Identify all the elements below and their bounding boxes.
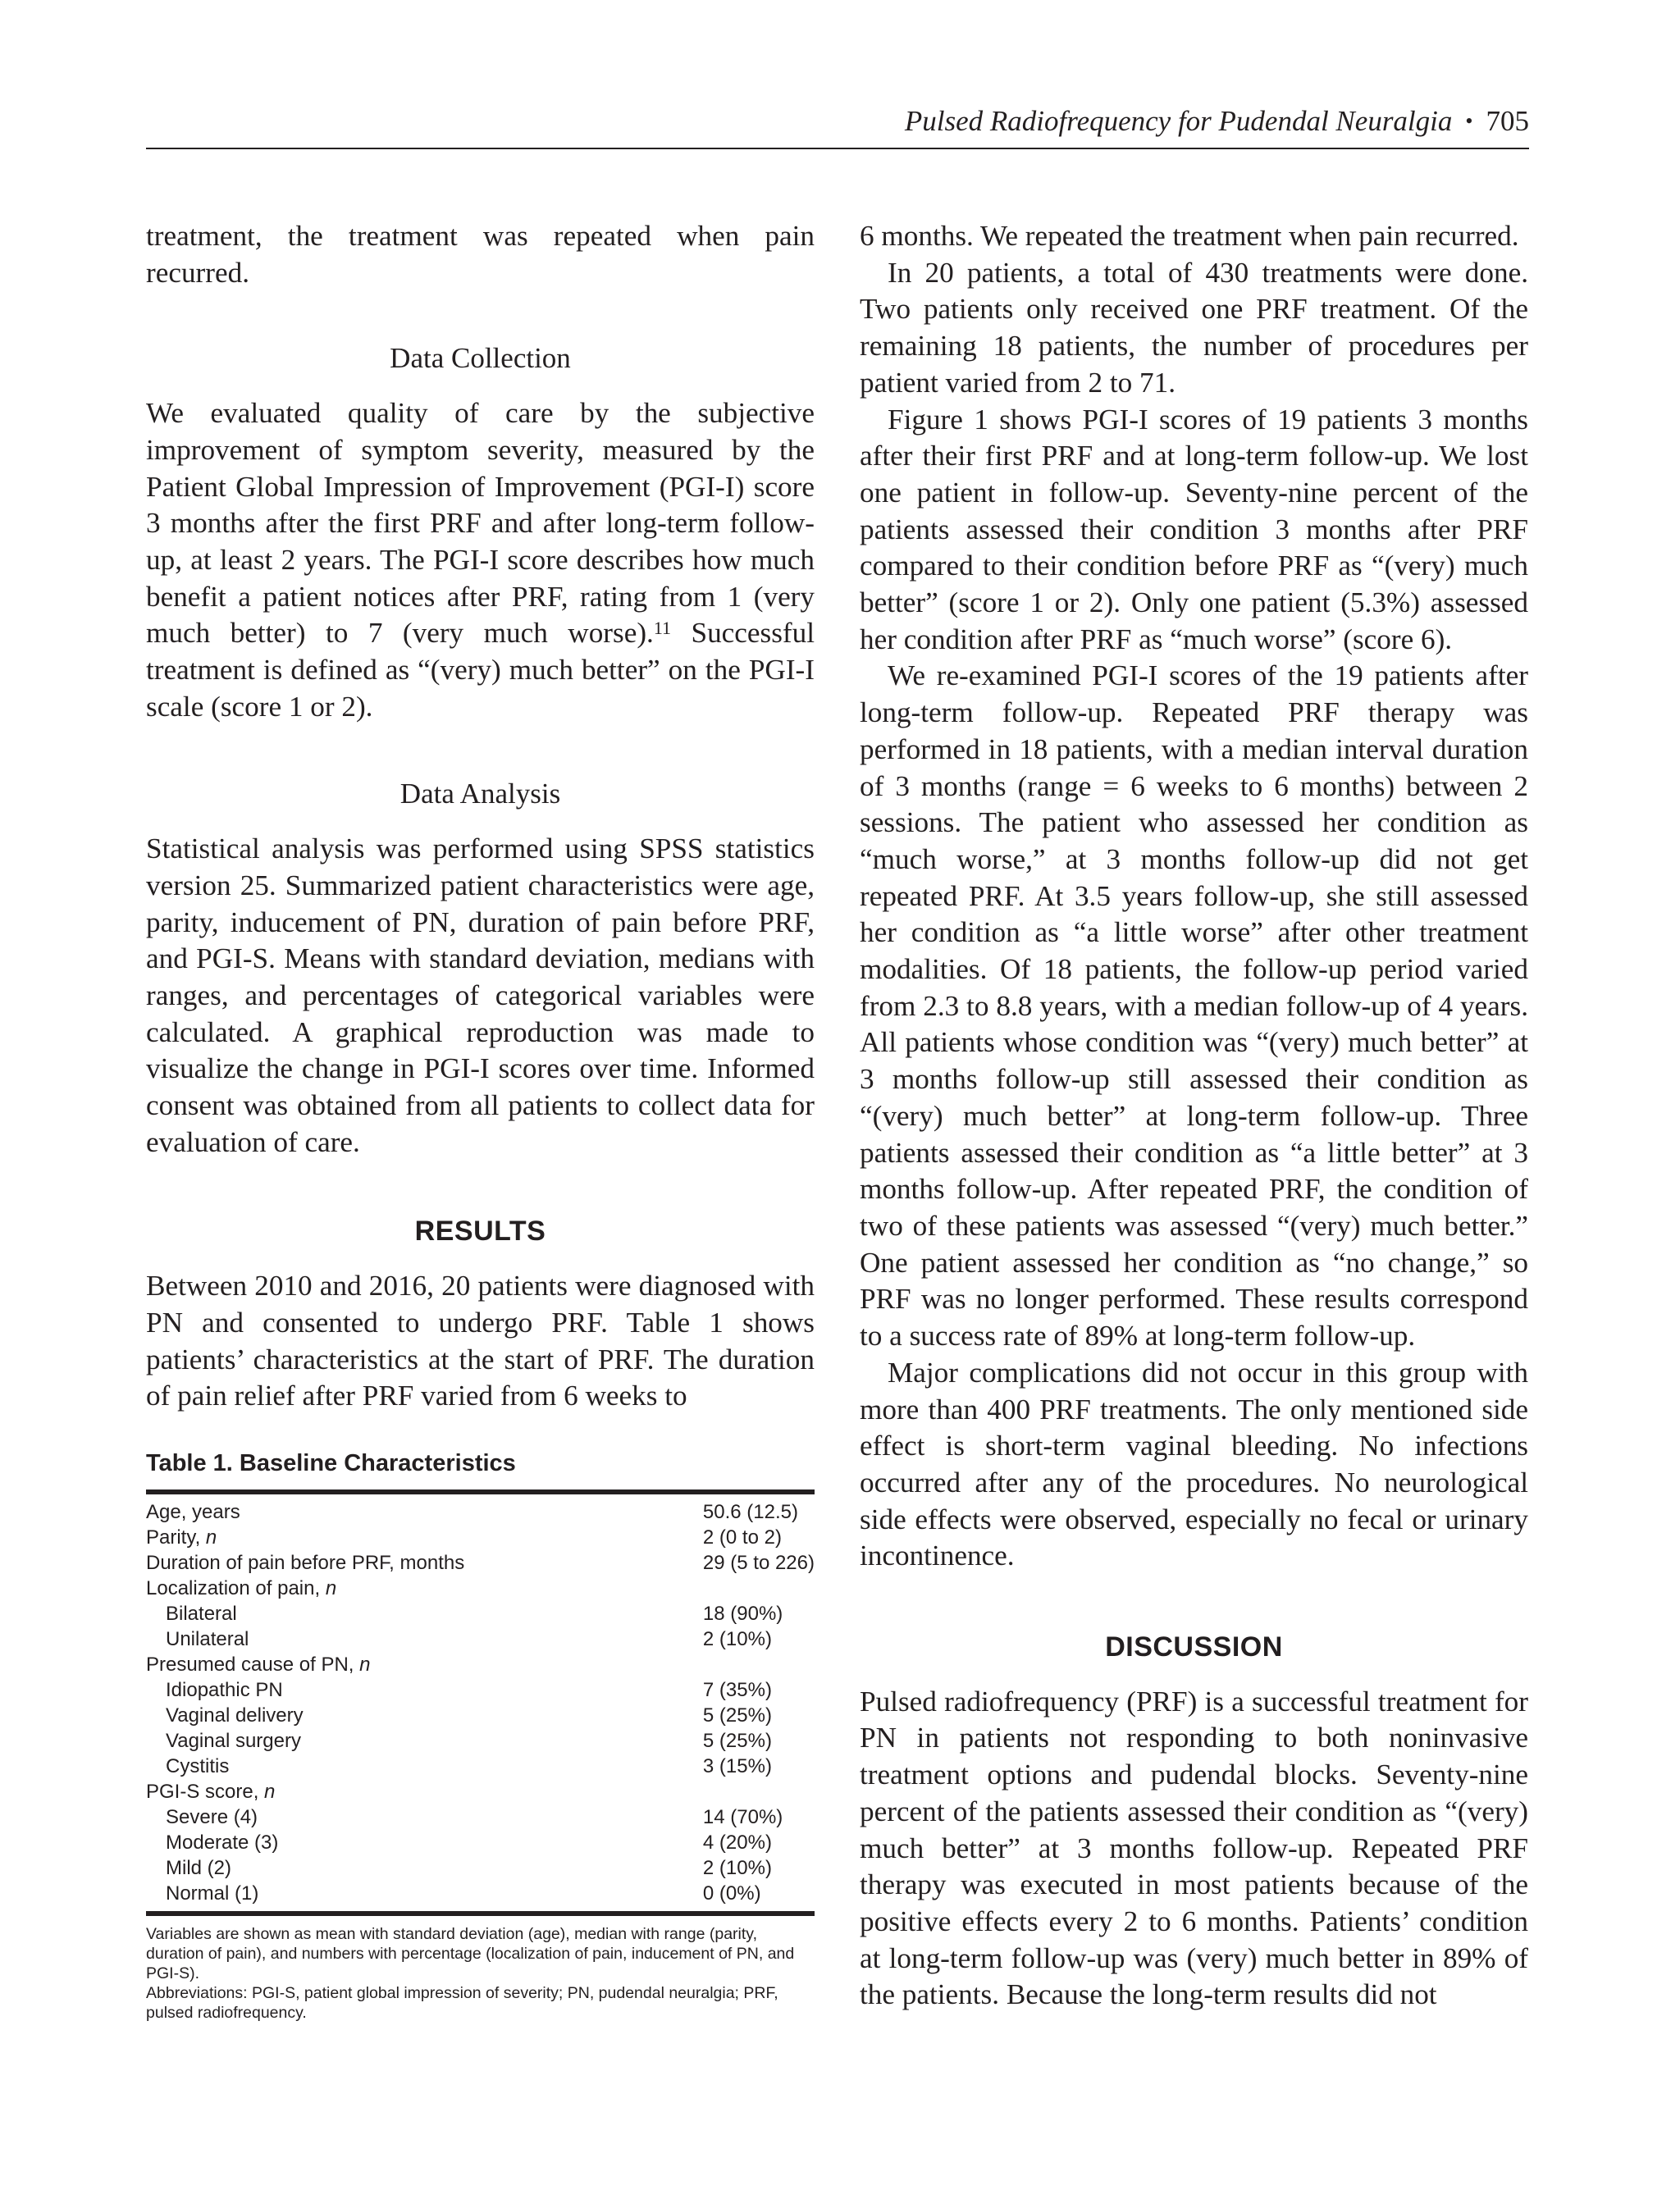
- row-label-text: Bilateral: [166, 1603, 237, 1625]
- paragraph-discussion: Pulsed radiofrequency (PRF) is a successful treatment for PN in patients not responding to both noninvasive treatment options and pudendal blocks. Seventy-nine percent of the patients assessed their condition as “(very) much better” at 3 months follow-up. Repeated PRF therapy was executed in most patients because of the positive effects every 2 to 6 months. Patients’ condition at long-term follow-up was (very) much better in 89% of the patients. Because the long-term results did not: [860, 1685, 1528, 2011]
- row-label-text: Cystitis: [166, 1755, 230, 1777]
- table-row: [146, 1881, 815, 1906]
- table-cell-label: [146, 1703, 703, 1728]
- table-row: [146, 1525, 815, 1550]
- row-label-italic: n: [325, 1577, 337, 1599]
- table-row: [146, 1754, 815, 1779]
- table-cell-value: 18 (90%): [702, 1603, 783, 1625]
- paragraph-complications: Major complications did not occur in this group with more than 400 PRF treatments. The only mentioned side effect is short-term vaginal bleeding. No infections occurred after any of the procedures. No neurological side effects were observed, especially no fecal or urinary incontinence.: [860, 1356, 1528, 1572]
- table-cell-value: [703, 1779, 815, 1804]
- table-row: [146, 1703, 815, 1728]
- table-cell-value: 4 (20%): [702, 1832, 772, 1854]
- table-cell-value: 2 (10%): [702, 1628, 772, 1650]
- heading-results: RESULTS: [414, 1216, 546, 1248]
- paragraph-continuation-right: 6 months. We repeated the treatment when pain recurred.: [860, 220, 1519, 252]
- table-cell-value: 7 (35%): [702, 1679, 772, 1701]
- table-cell-label: [146, 1728, 703, 1754]
- table-row: [146, 1576, 815, 1601]
- table-row: [146, 1499, 815, 1525]
- table-caption: Table 1. Baseline Characteristics: [146, 1450, 516, 1476]
- row-label-italic: n: [264, 1781, 276, 1803]
- table-1: [146, 1448, 815, 2023]
- table-row: [146, 1677, 815, 1703]
- table-footnotes: [146, 1924, 815, 2023]
- running-title: Pulsed Radiofrequency for Pudendal Neuralgia: [904, 105, 1453, 137]
- table-cell-value: 0 (0%): [702, 1882, 761, 1905]
- row-label-text: PGI-S score,: [146, 1781, 265, 1803]
- table-cell-value: 14 (70%): [702, 1806, 783, 1828]
- table-cell-value: [703, 1652, 815, 1677]
- data-collection-text-end: Successful treatment is defined as “(very) much better” on the PGI-I scale (score 1 or 2).: [146, 617, 815, 723]
- row-label-text: Idiopathic PN: [166, 1679, 283, 1701]
- table-row: [146, 1779, 815, 1804]
- paragraph-treatments: In 20 patients, a total of 430 treatments were done. Two patients only received one PRF treatment. Of the remaining 18 patients, the number of procedures per patient varied from 2 to 71.: [860, 256, 1528, 399]
- row-label-text: Parity,: [146, 1526, 206, 1549]
- table-row: [146, 1830, 815, 1855]
- right-column: [860, 218, 1528, 2014]
- table-row: [146, 1804, 815, 1830]
- row-label-text: Localization of pain,: [146, 1577, 326, 1599]
- paragraph-data-collection: [146, 395, 815, 725]
- table-cell-label: [146, 1499, 703, 1525]
- data-collection-text: We evaluated quality of care by the subjective improvement of symptom severity, measured by the Patient Global Impression of Improvement (PGI-I) score 3 months after the first PRF and after long-term follow-up, at least 2 years. The PGI-I score describes how much benefit a patient notices after PRF, rating from 1 (very much better) to 7 (very much worse).: [146, 397, 815, 650]
- table-cell-value: [703, 1576, 815, 1601]
- table-cell-value: 5 (25%): [702, 1730, 772, 1752]
- table-cell-value: 2 (10%): [702, 1857, 772, 1879]
- running-head-text: [905, 105, 1529, 138]
- row-label-text: Age, years: [146, 1501, 240, 1523]
- row-label-italic: n: [205, 1526, 217, 1549]
- table-footnote-variables: Variables are shown as mean with standard deviation (age), median with range (parity, duration of pain), and numbers with percentage (localization of pain, inducement of PN, and PGI-S).: [146, 1925, 795, 1982]
- table-body: [146, 1499, 815, 1906]
- row-label-text: Duration of pain before PRF, months: [146, 1552, 465, 1574]
- row-label-text: Vaginal delivery: [166, 1704, 304, 1727]
- table-cell-value: 50.6 (12.5): [702, 1501, 798, 1523]
- table-cell-label: [146, 1525, 703, 1550]
- page-number: 705: [1486, 105, 1529, 137]
- table-row: [146, 1550, 815, 1576]
- table-top-rule: [146, 1489, 815, 1494]
- table-row: [146, 1652, 815, 1677]
- row-label-text: Severe (4): [166, 1806, 258, 1828]
- table-cell-label: [146, 1626, 703, 1652]
- paragraph-results: Between 2010 and 2016, 20 patients were diagnosed with PN and consented to undergo PRF. Table 1 shows patients’ characteristics at the start of PRF. The duration of pain relief after PRF varied from 6 weeks to: [146, 1270, 815, 1412]
- heading-discussion: DISCUSSION: [1105, 1631, 1283, 1663]
- table-cell-label: [146, 1830, 703, 1855]
- bullet-separator: •: [1465, 109, 1473, 133]
- heading-data-analysis: Data Analysis: [399, 778, 561, 810]
- reference-superscript: 11: [653, 618, 672, 639]
- row-label-text: Presumed cause of PN,: [146, 1654, 360, 1676]
- table-cell-value: 5 (25%): [702, 1704, 772, 1727]
- paragraph-reexamined: We re-examined PGI-I scores of the 19 patients after long-term follow-up. Repeated PRF therapy was performed in 18 patients, with a median interval duration of 3 months (range = 6 weeks to 6 months) between 2 sessions. The patient who assessed her condition as “much worse,” at 3 months follow-up did not get repeated PRF. At 3.5 years follow-up, she still assessed her condition as “a little worse” after other treatment modalities. Of 18 patients, the follow-up period varied from 2.3 to 8.8 years, with a median follow-up of 4 years. All patients whose condition was “(very) much better” at 3 months follow-up still assessed their condition as “(very) much better” at long-term follow-up. Three patients assessed their condition as “a little better” at 3 months follow-up. After repeated PRF, the condition of two of these patients was assessed “(very) much better.” One patient assessed her condition as “no change,” so PRF was no longer performed. These results correspond to a success rate of 89% at long-term follow-up.: [860, 659, 1528, 1353]
- paragraph-continuation-left: treatment, the treatment was repeated when pain recurred.: [146, 220, 815, 289]
- table-cell-label: [146, 1754, 703, 1779]
- table-cell-label: [146, 1855, 703, 1881]
- row-label-text: Vaginal surgery: [166, 1730, 301, 1752]
- table-cell-value: 2 (0 to 2): [702, 1526, 782, 1549]
- row-label-text: Mild (2): [166, 1857, 232, 1879]
- table-row: [146, 1626, 815, 1652]
- row-label-text: Normal (1): [166, 1882, 259, 1905]
- paragraph-data-analysis: Statistical analysis was performed using SPSS statistics version 25. Summarized patient characteristics were age, parity, inducement of PN, duration of pain before PRF, and PGI-S. Means with standard deviation, medians with ranges, and percentages of categorical variables were calculated. A graphical reproduction was made to visualize the change in PGI-I scores over time. Informed consent was obtained from all patients to collect data for evaluation of care.: [146, 833, 815, 1158]
- table-cell-value: 3 (15%): [702, 1755, 772, 1777]
- table-row: [146, 1601, 815, 1626]
- row-label-text: Moderate (3): [166, 1832, 279, 1854]
- table-cell-label: [146, 1881, 703, 1906]
- table-cell-label: [146, 1550, 703, 1576]
- row-label-italic: n: [359, 1654, 371, 1676]
- table-footnote-abbreviations: Abbreviations: PGI-S, patient global impression of severity; PN, pudendal neuralgia; PRF, pulsed radiofrequency.: [146, 1984, 778, 2022]
- table-row: [146, 1728, 815, 1754]
- table-cell-label: [146, 1677, 703, 1703]
- table-cell-label: [146, 1804, 703, 1830]
- row-label-text: Unilateral: [166, 1628, 249, 1650]
- table-cell-label: [146, 1601, 703, 1626]
- running-head: [146, 98, 1529, 149]
- heading-data-collection: Data Collection: [390, 342, 571, 375]
- table-bottom-rule: [146, 1911, 815, 1916]
- paragraph-figure-1: Figure 1 shows PGI-I scores of 19 patients 3 months after their first PRF and at long-term follow-up. We lost one patient in follow-up. Seventy-nine percent of the patients assessed their condition 3 months after PRF compared to their condition before PRF as “(very) much better” (score 1 or 2). Only one patient (5.3%) assessed her condition after PRF as “much worse” (score 6).: [860, 403, 1528, 655]
- table-cell-label: [146, 1576, 703, 1601]
- table-cell-value: 29 (5 to 226): [702, 1552, 815, 1574]
- table-cell-label: [146, 1779, 703, 1804]
- left-column: [146, 218, 815, 1415]
- table-row: [146, 1855, 815, 1881]
- table-cell-label: [146, 1652, 703, 1677]
